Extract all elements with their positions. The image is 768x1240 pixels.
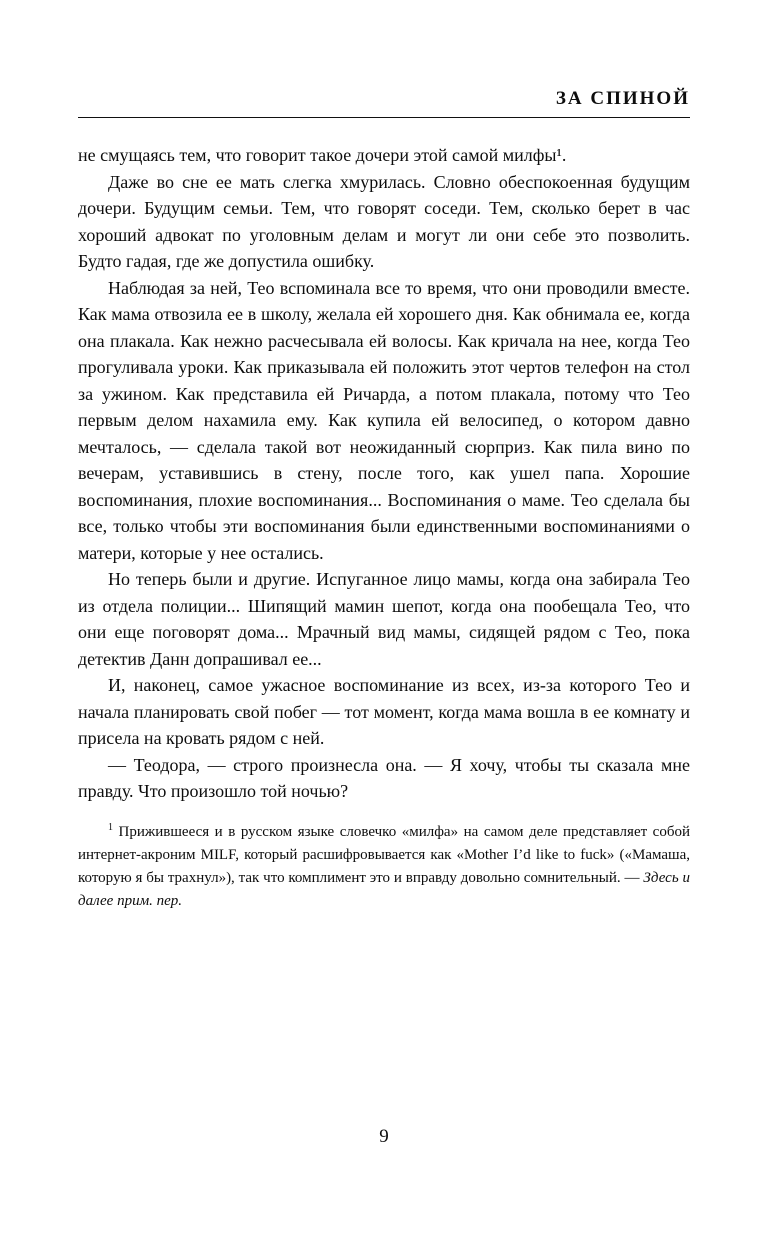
- paragraph: Но теперь были и другие. Испуганное лицо мамы, когда она забирала Тео из отдела полиции... Шипящий мамин шепот, когда она пообещала Тео, что они еще поговорят дома... Мрачный вид мамы, сидящей рядом с Тео, пока детектив Данн допрашивал ее...: [78, 569, 690, 669]
- footnote-text: Прижившееся и в русском языке словечко «милфа» на самом деле представляет собой интернет-акроним MILF, который расшифровывается как «Mother I’d like to fuck» («Мамаша, которую я бы трахнул»), так что комплимент это и вправду довольно сомнительный. —: [78, 823, 690, 886]
- page-number: 9: [379, 1126, 389, 1147]
- text-block: [78, 88, 690, 913]
- paragraph-dialogue: — Теодора, — строго произнесла она. — Я хочу, чтобы ты сказала мне правду. Что произошло той ночью?: [78, 754, 690, 801]
- footnote-marker: 1: [108, 821, 113, 833]
- running-head-title: ЗА СПИНОЙ: [78, 88, 690, 118]
- body-text: [78, 142, 690, 805]
- paragraph: И, наконец, самое ужасное воспоминание из всех, из-за которого Тео и начала планировать свой побег — тот момент, когда мама вошла в ее комнату и присела на кровать рядом с ней.: [78, 675, 690, 748]
- paragraph: не смущаясь тем, что говорит такое дочери этой самой милфы¹.: [78, 145, 567, 165]
- footnote-italic-note: Здесь и далее прим. пер.: [78, 869, 690, 909]
- footnote: [78, 821, 690, 913]
- paragraph: Наблюдая за ней, Тео вспоминала все то время, что они проводили вместе. Как мама отвозила ее в школу, желала ей хорошего дня. Как обнимала ее, когда она плакала. Как нежно расчесывала ей волосы. Как кричала на нее, когда Тео прогуливала уроки. Как приказывала ей положить этот чертов телефон на стол за ужином. Как представила ей Ричарда, а потом плакала, потому что Тео первым делом нахамила ему. Как купила ей велосипед, о котором давно мечталось, — сделала такой вот неожиданный сюрприз. Как пила вино по вечерам, уставившись в стену, после того, как ушел папа. Хорошие воспоминания, плохие воспоминания... Воспоминания о маме. Тео сделала бы все, только чтобы эти воспоминания были единственными воспоминаниями о матери, которые у нее остались.: [78, 277, 690, 563]
- paragraph: Даже во сне ее мать слегка хмурилась. Словно обеспокоенная будущим дочери. Будущим семьи. Тем, что говорят соседи. Тем, сколько берет в час хороший адвокат по уголовным делам и могут ли они себе это позволить. Будто гадая, где же допустила ошибку.: [78, 171, 690, 271]
